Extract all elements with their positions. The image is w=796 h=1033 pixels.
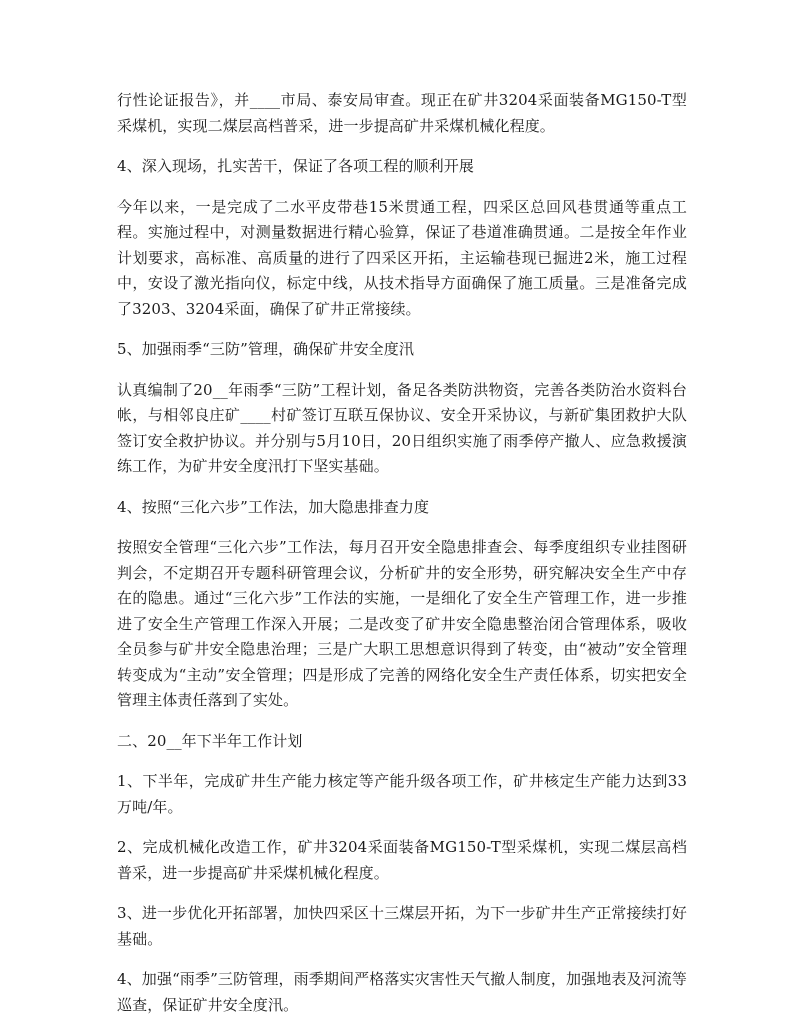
paragraph-1: 行性论证报告》，并____市局、泰安局审查。现正在矿井3204采面装备MG150-T型采煤机，实现二煤层高档普采，进一步提高矿井采煤机械化程度。 (117, 91, 687, 135)
paragraph-4: 按照安全管理“三化六步”工作法，每月召开安全隐患排查会、每季度组织专业挂图研判会，不定期召开专题科研管理会议，分析矿井的安全形势，研究解决安全生产中存在的隐患。通过“三化六步”工作法的实施，一是细化了安全生产管理工作，进一步推进了安全生产管理工作深入开展；二是改变了矿井安全隐患整治闭合管理体系，吸收全员参与矿井安全隐患治理；三是广大职工思想意识得到了转变，由“被动”安全管理转变成为“主动”安全管理；四是形成了完善的网络化安全生产责任体系，切实把安全管理主体责任落到了实处。 (117, 538, 687, 709)
plan-item-4: 4、加强“雨季”三防管理，雨季期间严格落实灾害性天气撤人制度，加强地表及河流等巡查，保证矿井安全度汛。 (117, 970, 687, 1014)
section-heading-4-hazard-check: 4、按照“三化六步”工作法，加大隐患排查力度 (117, 497, 430, 516)
section-heading-5-rainy-season: 5、加强雨季“三防”管理，确保矿井安全度汛 (117, 340, 414, 358)
plan-item-3: 3、进一步优化开拓部署，加快四采区十三煤层开拓，为下一步矿井生产正常接续打好基础。 (117, 904, 687, 948)
document-body (117, 88, 687, 1033)
paragraph-2: 今年以来，一是完成了二水平皮带巷15米贯通工程，四采区总回风巷贯通等重点工程。实施过程中，对测量数据进行精心验算，保证了巷道准确贯通。二是按全年作业计划要求，高标准、高质量的进行了四采区开拓，主运输巷现已掘进2米，施工过程中，安设了激光指向仪，标定中线，从技术指导方面确保了施工质量。三是准备完成了3203、3204采面，确保了矿井正常接续。 (117, 197, 687, 318)
paragraph-3: 认真编制了20__年雨季“三防”工程计划，备足各类防洪物资，完善各类防治水资料台帐，与相邻良庄矿____村矿签订互联互保协议、安全开采协议，与新矿集团救护大队签订安全救护协议。并分别与5月10日，20日组织实施了雨季停产撤人、应急救援演练工作，为矿井安全度汛打下坚实基础。 (117, 380, 687, 475)
plan-item-2: 2、完成机械化改造工作，矿井3204采面装备MG150-T型采煤机，实现二煤层高档普采，进一步提高矿井采煤机械化程度。 (117, 838, 687, 882)
section-heading-4-field-work: 4、深入现场，扎实苦干，保证了各项工程的顺利开展 (117, 157, 474, 175)
section-heading-plan: 二、20__年下半年工作计划 (117, 731, 303, 750)
plan-item-1: 1、下半年，完成矿井生产能力核定等产能升级各项工作，矿井核定生产能力达到33万吨/年。 (117, 772, 687, 816)
